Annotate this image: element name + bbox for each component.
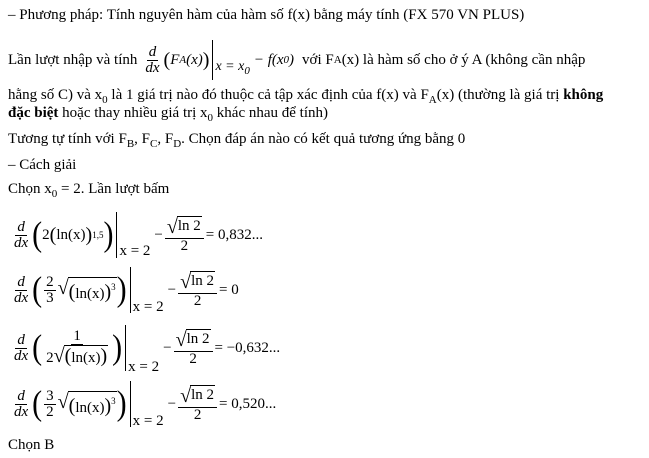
FA-arg: (x) [186, 52, 203, 68]
f-arg-close: ) [289, 52, 295, 68]
d-num: d [148, 43, 157, 60]
minus-f: − f [253, 52, 272, 68]
equation-3: $\frac{d}{dx}$ ( 1 2 √ (ln(x)) ) x = 2 − √ ln 2 2 = −0,632... [10, 320, 280, 376]
method-paragraph-1 [8, 40, 585, 80]
para1-rest: với F [302, 52, 334, 68]
answer: Chọn B [8, 437, 55, 453]
paren-close: ) [202, 49, 210, 71]
method-paragraph-2: hằng số C) và $x_0$ là 1 giá trị nào đó thuộc cả tập xác định của f(x) và $F_A(x)$ (thường là giá trị không [8, 87, 604, 106]
choose-x0: Chọn $x_0 = 2$. Lần lượt bấm [8, 181, 170, 200]
method-paragraph-3: đặc biệt hoặc thay nhiều giá trị $x_0$ khác nhau để tính) [8, 105, 329, 124]
eq4-result: = 0,520... [219, 395, 277, 412]
bold-dac-biet: đặc biệt [8, 105, 59, 121]
paren-open: ( [163, 49, 171, 71]
para1-rest2: (x) là hàm số cho ở ý A (không cần nhập [341, 52, 586, 68]
eq3-result: = −0,632... [214, 339, 281, 356]
eq1-result: = 0,832... [205, 226, 263, 243]
dx-den: dx [145, 59, 160, 76]
solution-heading: – Cách giải [8, 157, 77, 173]
equation-4: $\frac{d}{dx}$ ( $\frac{3}{2}$ √ $(\ln(x))^3$ ) x = 2 − √ ln 2 2 = 0,520... [10, 378, 276, 430]
FA: F [170, 52, 180, 68]
method-paragraph-4: Tương tự tính với $F_B$, $F_C$, $F_D$. Chọn đáp án nào có kết quả tương ứng bằng 0 [8, 131, 466, 150]
eq2-result: = 0 [219, 281, 239, 298]
FA-sub: A [179, 54, 187, 66]
f-arg-sub: 0 [283, 54, 290, 66]
equation-2: $\frac{d}{dx}$ ( $\frac{2}{3}$ √ $(\ln(x))^3$ ) x = 2 − √ ln 2 2 = 0 [10, 264, 239, 316]
eval-bar [212, 40, 213, 80]
derivative-fraction [143, 45, 161, 76]
method-heading: – Phương pháp: Tính nguyên hàm của hàm số f(x) bằng máy tính (FX 570 VN PLUS) [8, 7, 525, 23]
bold-khong: không [563, 87, 604, 103]
f-arg: (x [271, 52, 284, 68]
para1-rest-sub: A [333, 54, 342, 66]
eval-at: $x = x_0$ [215, 59, 250, 77]
para1-start: Lần lượt nhập và tính [8, 52, 138, 68]
equation-1: $\frac{d}{dx}$ ( 2 ( ln (x) ) 1,5 ) x = 2 − √ ln 2 2 = 0,832... [10, 210, 263, 260]
